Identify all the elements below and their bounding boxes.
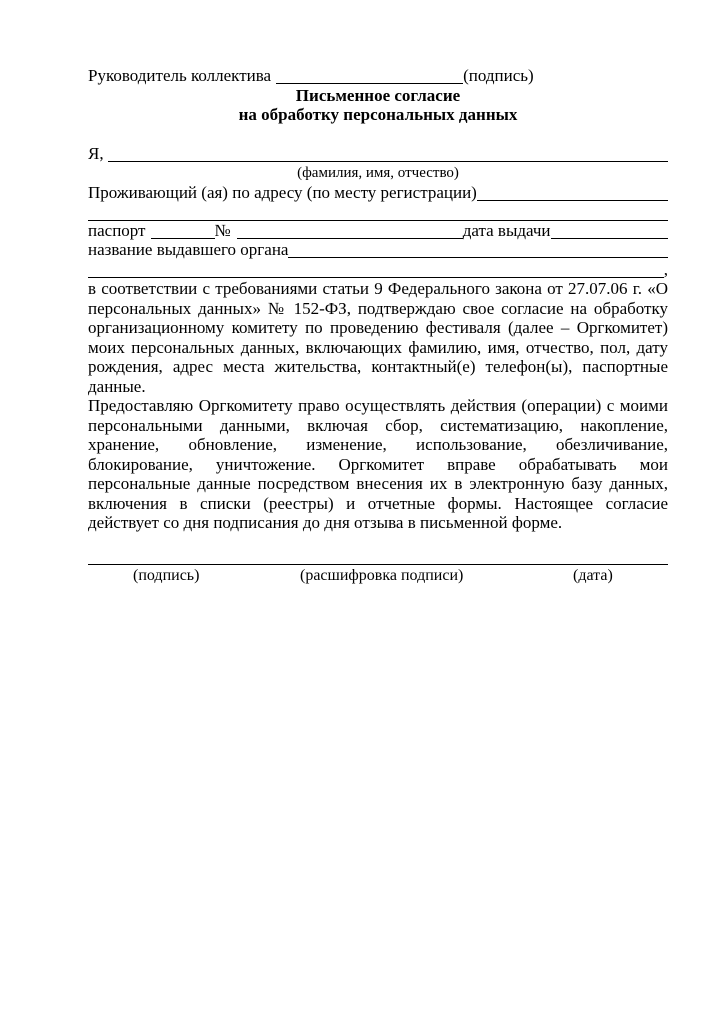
passport-line — [88, 221, 668, 241]
leader-label: Руководитель коллектива — [88, 66, 272, 85]
document-title-line2: на обработку персональных данных — [238, 105, 518, 124]
address-field — [477, 183, 668, 201]
signature-hint: (подпись) — [133, 566, 200, 584]
passport-number-field — [237, 221, 463, 239]
fio-field — [108, 144, 668, 162]
address-continuation-line — [88, 203, 668, 221]
address-line — [88, 183, 668, 203]
blank-spacer — [88, 125, 668, 145]
consent-paragraph-2: Предоставляю Оргкомитету право осуществлять действия (операции) с моими персональными данными, включая сбор, систематизацию, накопление, хранение, обновление, изменение, использование, обезличивание, блокирование, уничтожение. Оргкомитет вправе обрабатывать мои персональные данные посредством внесения их в электронную базу данных, включения в списки (реестры) и отчетные формы. Настоящее согласие действует со дня подписания до дня отзыва в письменной форме. — [88, 396, 668, 532]
issuer-label: название выдавшего органа — [88, 240, 289, 259]
signature-labels-row — [88, 565, 668, 587]
issuer-field — [288, 240, 668, 258]
i-label: Я, — [88, 144, 104, 163]
consent-paragraph-1: в соответствии с требованиями статьи 9 Федерального закона от 27.07.06 г. «О персональных данных» № 152-ФЗ, подтверждаю свое согласие на обработку организационному комитету по проведению фестиваля (далее – Оргкомитет) моих персональных данных, включающих фамилию, имя, отчество, пол, дату рождения, адрес места жительства, контактный(е) телефон(ы), паспортные данные. — [88, 279, 668, 396]
issue-date-label: дата выдачи — [462, 220, 551, 240]
address-label: Проживающий (ая) по адресу (по месту регистрации) — [88, 183, 477, 202]
passport-label: паспорт — [88, 220, 146, 240]
leader-signature-field — [276, 66, 463, 84]
leader-line — [88, 66, 668, 86]
signature-name-hint: (расшифровка подписи) — [300, 566, 464, 584]
fio-hint: (фамилия, имя, отчество) — [297, 164, 459, 181]
address-field-continued — [88, 203, 668, 221]
issuer-continuation-line — [88, 260, 668, 280]
issue-date-field — [551, 221, 668, 239]
passport-no-label: № — [214, 220, 231, 240]
signature-block — [88, 564, 668, 587]
signature-date-hint: (дата) — [573, 566, 613, 584]
leader-sign-hint: (подпись) — [463, 66, 534, 85]
issuer-field-continued — [88, 260, 664, 278]
fio-line — [88, 144, 668, 164]
issuer-line — [88, 240, 668, 260]
passport-series-field — [151, 221, 215, 239]
document-title-line1: Письменное согласие — [295, 85, 461, 105]
line-end-comma: , — [663, 259, 668, 279]
